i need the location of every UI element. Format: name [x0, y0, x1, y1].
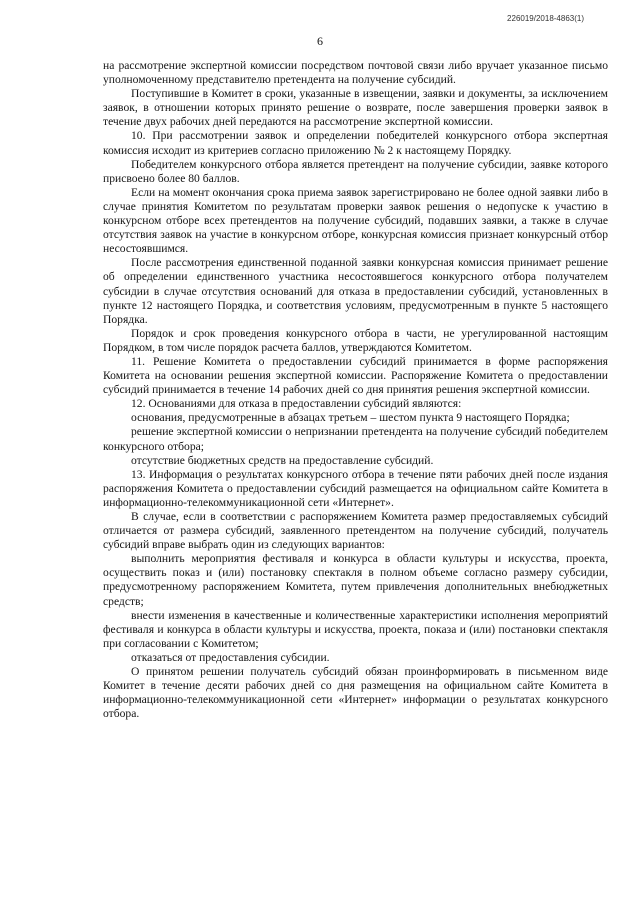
paragraph: 12. Основаниями для отказа в предоставлении субсидий являются:	[131, 397, 462, 411]
paragraph: 13. Информация о результатах конкурсного отбора в течение пяти рабочих дней после издания распоряжения Комитета о предоставлении субсидий размещается на официальном сайте Комитета в информационно-телекоммуникационной сети «Интернет».	[103, 467, 608, 509]
document-body	[103, 59, 608, 721]
paragraph: В случае, если в соответствии с распоряжением Комитета размер предоставляемых субсидий отличается от размера субсидий, заявленного претендентом на получение субсидий, получатель субсидий вправе выбрать один из следующих вариантов:	[103, 510, 608, 552]
paragraph: Если на момент окончания срока приема заявок зарегистрировано не более одной заявки либо в случае принятия Комитетом по результатам проверки заявок решения о недопуске к участию в конкурсном отборе всех претендентов на получение субсидий, подавших заявки, а также в случае отсутствия заявок на участие в конкурсном отборе, конкурсная комиссия признает конкурсный отбор несостоявшимся.	[103, 185, 608, 256]
paragraph: 11. Решение Комитета о предоставлении субсидий принимается в форме распоряжения Комитета на основании решения экспертной комиссии. Распоряжение Комитета о предоставлении субсидий принимается в течение 14 рабочих дней со дня принятия решения экспертной комиссии.	[103, 354, 608, 397]
paragraph: выполнить мероприятия фестиваля и конкурса в области культуры и искусства, проекта, осуществить показ и (или) постановку спектакля в полном объеме согласно размеру субсидии, предусмотренному распоряжением Комитета, путем привлечения дополнительных внебюджетных средств;	[103, 552, 608, 608]
page-number: 6	[317, 34, 323, 48]
paragraph: решение экспертной комиссии о непризнании претендента на получение субсидий победителем конкурсного отбора;	[103, 425, 608, 453]
document-id: 226019/2018-4863(1)	[507, 14, 584, 23]
paragraph: отказаться от предоставления субсидии.	[131, 650, 330, 664]
paragraph: О принятом решении получатель субсидий обязан проинформировать в письменном виде Комитет в течение десяти рабочих дней со дня размещения на официальном сайте Комитета в информационно-телекоммуникационной сети «Интернет» информации о результатах конкурсного отбора.	[103, 665, 608, 721]
paragraph: на рассмотрение экспертной комиссии посредством почтовой связи либо вручает указанное письмо уполномоченному представителю претендента на получение субсидий.	[103, 59, 608, 87]
paragraph: внести изменения в качественные и количественные характеристики исполнения мероприятий фестиваля и конкурса в области культуры и искусства, проекта, показа и (или) постановки спектакля при согласовании с Комитетом;	[103, 608, 608, 650]
paragraph: основания, предусмотренные в абзацах третьем – шестом пункта 9 настоящего Порядка;	[131, 411, 570, 425]
paragraph: 10. При рассмотрении заявок и определении победителей конкурсного отбора экспертная комиссия исходит из критериев согласно приложению № 2 к настоящему Порядку.	[103, 129, 608, 157]
paragraph: После рассмотрения единственной поданной заявки конкурсная комиссия принимает решение об определении единственного участника несостоявшегося конкурсного отбора получателем субсидии в случае отсутствия оснований для отказа в предоставлении субсидий, установленных в пункте 12 настоящего Порядка, и соответствия условиям, предусмотренным в пункте 5 настоящего Порядка.	[103, 256, 608, 326]
paragraph: Порядок и срок проведения конкурсного отбора в части, не урегулированной настоящим Порядком, в том числе порядок расчета баллов, утверждаются Комитетом.	[103, 326, 608, 354]
paragraph: Поступившие в Комитет в сроки, указанные в извещении, заявки и документы, за исключением заявок, в отношении которых принято решение о возврате, после завершения проверки заявок в течение двух рабочих дней передаются на рассмотрение экспертной комиссии.	[103, 87, 608, 129]
paragraph: отсутствие бюджетных средств на предоставление субсидий.	[131, 453, 434, 467]
paragraph: Победителем конкурсного отбора является претендент на получение субсидии, заявке которого присвоено более 80 баллов.	[103, 157, 608, 185]
